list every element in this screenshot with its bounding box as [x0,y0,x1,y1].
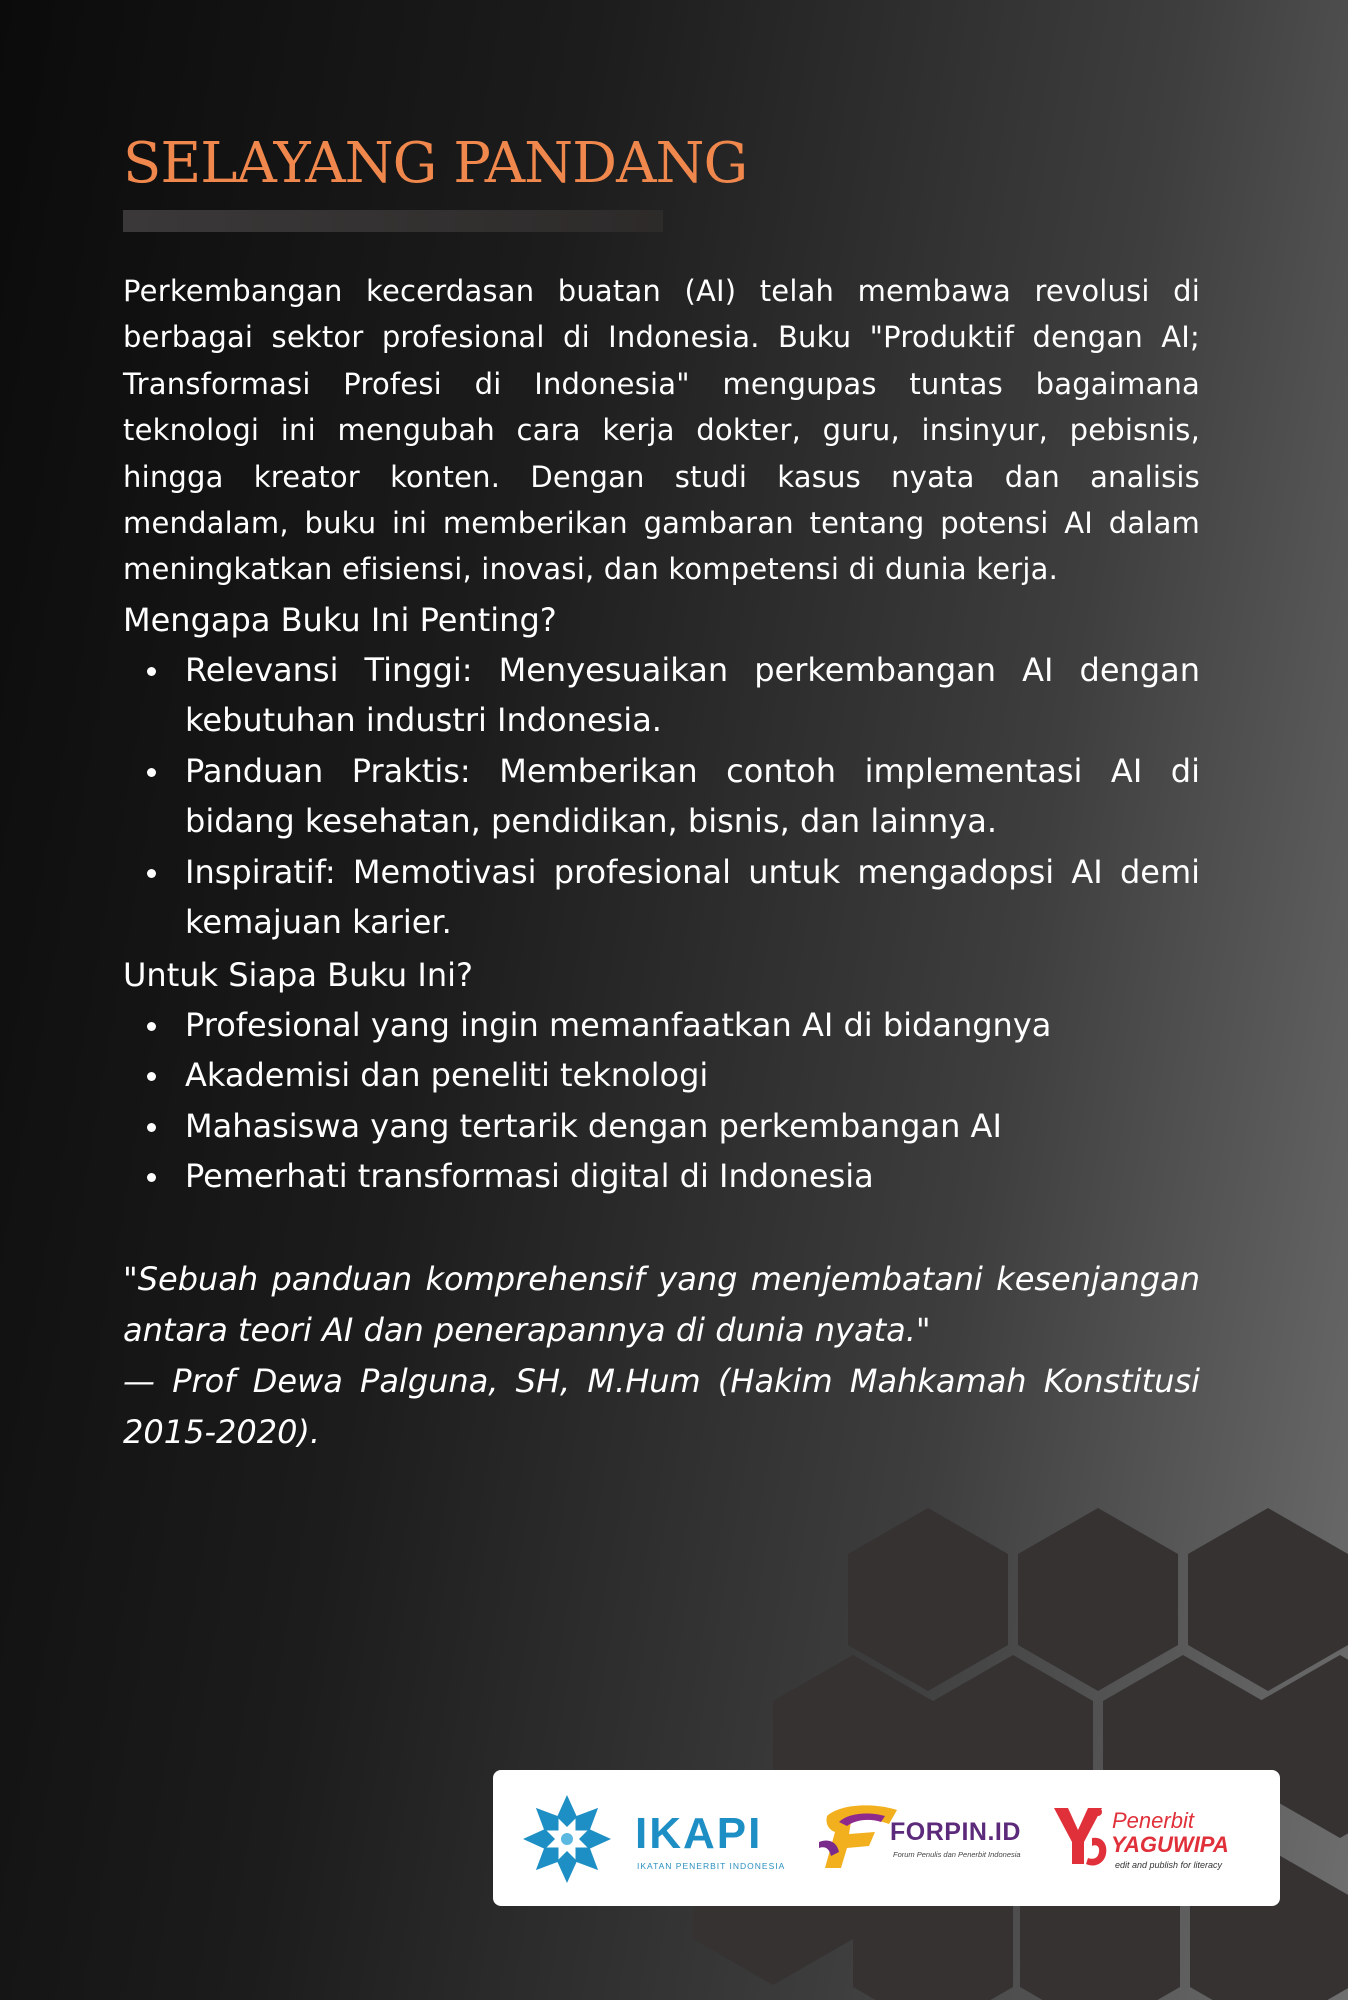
list-item: Inspiratif: Memotivasi profesional untuk mengadopsi AI demi kemajuan karier. [185,847,1200,948]
main-content [123,128,1200,1458]
ikapi-flower-icon [518,1792,616,1886]
yaguwipa-tagline: edit and publish for literacy [1115,1860,1223,1870]
list-item: Akademisi dan peneliti teknologi [185,1050,1200,1101]
forpin-logo-icon [819,1802,901,1872]
hexagon-shape [1188,1508,1348,1691]
why-list [123,645,1200,948]
yaguwipa-line2: YAGUWIPA [1111,1832,1229,1857]
audience-heading: Untuk Siapa Buku Ini? [123,955,473,994]
why-heading: Mengapa Buku Ini Penting? [123,600,557,639]
hexagon-shape [1018,1508,1178,1691]
audience-list [123,1000,1200,1202]
quote-text: "Sebuah panduan komprehensif yang menjembatani kesenjangan antara teori AI dan penerapannya di dunia nyata." [123,1259,1200,1349]
forpin-name: FORPIN.ID [890,1818,1021,1846]
hexagon-shape [848,1508,1008,1691]
list-item: Relevansi Tinggi: Menyesuaikan perkembangan AI dengan kebutuhan industri Indonesia. [185,645,1200,746]
ikapi-name: IKAPI [635,1809,763,1858]
testimonial-quote [123,1254,1200,1458]
list-item: Pemerhati transformasi digital di Indonesia [185,1151,1200,1202]
page-title: SELAYANG PANDANG [123,131,748,196]
publisher-logos-panel [493,1770,1280,1906]
yaguwipa-line1: Penerbit [1112,1808,1194,1833]
ikapi-subtitle: IKATAN PENERBIT INDONESIA [637,1861,786,1871]
list-item: Profesional yang ingin memanfaatkan AI di bidangnya [185,1000,1200,1051]
intro-paragraph: Perkembangan kecerdasan buatan (AI) telah membawa revolusi di berbagai sektor profesional di Indonesia. Buku "Produktif dengan AI; Transformasi Profesi di Indonesia" mengupas tuntas bagaimana teknologi ini mengubah cara kerja dokter, guru, insinyur, pebisnis, hingga kreator konten. Dengan studi kasus nyata dan analisis mendalam, buku ini memberikan gambaran tentang potensi AI dalam meningkatkan efisiensi, inovasi, dan kompetensi di dunia kerja. [123,274,1200,587]
yaguwipa-yg-icon [1048,1802,1110,1872]
forpin-subtitle: Forum Penulis dan Penerbit Indonesia [893,1850,1021,1859]
list-item: Mahasiswa yang tertarik dengan perkembangan AI [185,1101,1200,1152]
list-item: Panduan Praktis: Memberikan contoh implementasi AI di bidang kesehatan, pendidikan, bisnis, dan lainnya. [185,746,1200,847]
title-underline-bar [123,210,663,232]
quote-attribution: — Prof Dewa Palguna, SH, M.Hum (Hakim Mahkamah Konstitusi 2015-2020). [123,1361,1200,1451]
